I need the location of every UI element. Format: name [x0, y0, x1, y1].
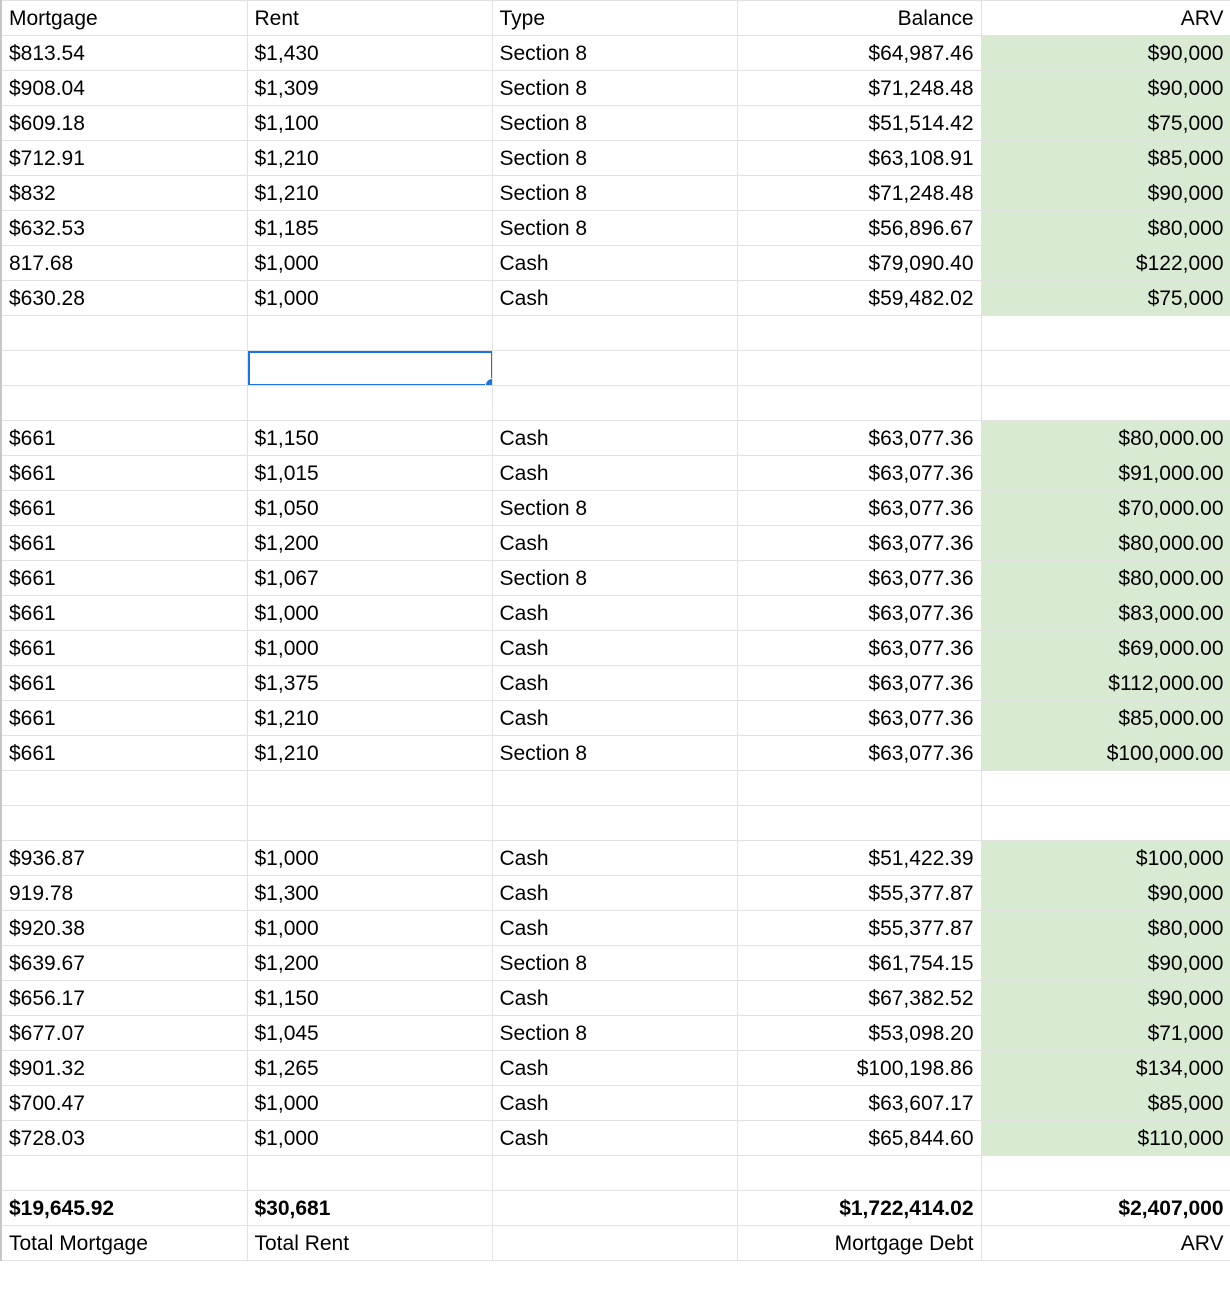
table-row: [1, 666, 1230, 701]
cell-balance[interactable]: $100,198.86: [737, 1051, 981, 1086]
cell-balance[interactable]: $63,077.36: [737, 526, 981, 561]
table-row: [1, 911, 1230, 946]
table-row: [1, 421, 1230, 456]
empty-row: [1, 316, 1230, 351]
cell-type[interactable]: [492, 1156, 737, 1191]
cell-balance[interactable]: $63,607.17: [737, 1086, 981, 1121]
cell-mortgage[interactable]: $632.53: [1, 211, 247, 246]
cell-arv[interactable]: $85,000: [981, 1086, 1230, 1121]
cell-type[interactable]: Cash: [492, 421, 737, 456]
cell-type[interactable]: [492, 806, 737, 841]
cell-arv[interactable]: $75,000: [981, 281, 1230, 316]
cell-mortgage[interactable]: [1, 386, 247, 421]
cell-balance[interactable]: $63,077.36: [737, 631, 981, 666]
cell-balance[interactable]: $55,377.87: [737, 911, 981, 946]
cell-balance[interactable]: $61,754.15: [737, 946, 981, 981]
cell-arv[interactable]: [981, 386, 1230, 421]
cell-rent[interactable]: $1,000: [247, 631, 492, 666]
cell-balance[interactable]: $71,248.48: [737, 176, 981, 211]
cell-type[interactable]: Cash: [492, 631, 737, 666]
cell-type[interactable]: [492, 771, 737, 806]
totals-row: [1, 1191, 1230, 1226]
cell-type[interactable]: Section 8: [492, 491, 737, 526]
cell-type[interactable]: Section 8: [492, 71, 737, 106]
header-mortgage[interactable]: Mortgage: [1, 1, 247, 36]
cell-type[interactable]: Cash: [492, 1051, 737, 1086]
empty-row: [1, 351, 1230, 386]
cell-rent[interactable]: $1,045: [247, 1016, 492, 1051]
cell-rent[interactable]: [247, 1156, 492, 1191]
cell-rent[interactable]: $1,100: [247, 106, 492, 141]
cell-type[interactable]: Cash: [492, 1121, 737, 1156]
cell-rent[interactable]: $1,150: [247, 981, 492, 1016]
cell-mortgage[interactable]: $661: [1, 491, 247, 526]
total-label-arv[interactable]: ARV: [981, 1226, 1230, 1261]
table-row: [1, 876, 1230, 911]
cell-mortgage[interactable]: $656.17: [1, 981, 247, 1016]
cell-balance[interactable]: $63,077.36: [737, 561, 981, 596]
cell-type[interactable]: Cash: [492, 981, 737, 1016]
cell-mortgage[interactable]: $901.32: [1, 1051, 247, 1086]
cell-mortgage[interactable]: [1, 806, 247, 841]
table-row: [1, 246, 1230, 281]
table-row: [1, 841, 1230, 876]
cell-type[interactable]: Cash: [492, 1086, 737, 1121]
cell-rent[interactable]: $1,375: [247, 666, 492, 701]
cell-mortgage[interactable]: $661: [1, 666, 247, 701]
cell-type[interactable]: Section 8: [492, 106, 737, 141]
total-type[interactable]: [492, 1191, 737, 1226]
cell-rent[interactable]: $1,300: [247, 876, 492, 911]
cell-balance[interactable]: [737, 386, 981, 421]
cell-balance[interactable]: $55,377.87: [737, 876, 981, 911]
cell-balance[interactable]: $71,248.48: [737, 71, 981, 106]
header-arv[interactable]: ARV: [981, 1, 1230, 36]
cell-mortgage[interactable]: [1, 1156, 247, 1191]
cell-rent[interactable]: $1,000: [247, 1086, 492, 1121]
total-label-rent[interactable]: Total Rent: [247, 1226, 492, 1261]
cell-arv[interactable]: [981, 1156, 1230, 1191]
total-label-type[interactable]: [492, 1226, 737, 1261]
table-row: [1, 281, 1230, 316]
cell-balance[interactable]: $63,077.36: [737, 491, 981, 526]
fill-handle[interactable]: [485, 378, 493, 386]
cell-rent[interactable]: $1,210: [247, 141, 492, 176]
cell-type[interactable]: Section 8: [492, 141, 737, 176]
header-balance[interactable]: Balance: [737, 1, 981, 36]
cell-type[interactable]: Section 8: [492, 36, 737, 71]
cell-mortgage[interactable]: $712.91: [1, 141, 247, 176]
cell-arv[interactable]: $80,000.00: [981, 526, 1230, 561]
cell-arv[interactable]: $80,000.00: [981, 561, 1230, 596]
table-row: [1, 1086, 1230, 1121]
cell-arv[interactable]: [981, 316, 1230, 351]
cell-arv[interactable]: $90,000: [981, 71, 1230, 106]
cell-type[interactable]: Section 8: [492, 1016, 737, 1051]
total-mortgage[interactable]: $19,645.92: [1, 1191, 247, 1226]
cell-balance[interactable]: $63,077.36: [737, 421, 981, 456]
table-row: [1, 106, 1230, 141]
table-row: [1, 36, 1230, 71]
cell-balance[interactable]: $59,482.02: [737, 281, 981, 316]
empty-row: [1, 771, 1230, 806]
cell-type[interactable]: [492, 386, 737, 421]
cell-arv[interactable]: $100,000: [981, 841, 1230, 876]
cell-arv[interactable]: $134,000: [981, 1051, 1230, 1086]
cell-rent[interactable]: [247, 806, 492, 841]
cell-mortgage[interactable]: $813.54: [1, 36, 247, 71]
cell-rent[interactable]: $1,265: [247, 1051, 492, 1086]
cell-rent[interactable]: $1,309: [247, 71, 492, 106]
cell-rent[interactable]: [247, 316, 492, 351]
cell-arv[interactable]: $90,000: [981, 946, 1230, 981]
cell-balance[interactable]: $63,077.36: [737, 596, 981, 631]
cell-mortgage[interactable]: $661: [1, 736, 247, 771]
cell-arv[interactable]: $70,000.00: [981, 491, 1230, 526]
cell-balance[interactable]: $53,098.20: [737, 1016, 981, 1051]
table-row: [1, 946, 1230, 981]
cell-mortgage[interactable]: $661: [1, 701, 247, 736]
cell-type[interactable]: Cash: [492, 281, 737, 316]
cell-mortgage[interactable]: $609.18: [1, 106, 247, 141]
cell-type[interactable]: [492, 316, 737, 351]
cell-rent[interactable]: $1,000: [247, 281, 492, 316]
cell-type[interactable]: Cash: [492, 596, 737, 631]
cell-rent[interactable]: $1,210: [247, 176, 492, 211]
table-row: [1, 211, 1230, 246]
table-row: [1, 141, 1230, 176]
cell-balance[interactable]: $51,514.42: [737, 106, 981, 141]
cell-balance[interactable]: $65,844.60: [737, 1121, 981, 1156]
cell-type[interactable]: Cash: [492, 666, 737, 701]
cell-mortgage[interactable]: [1, 316, 247, 351]
cell-rent[interactable]: $1,000: [247, 911, 492, 946]
table-row: [1, 526, 1230, 561]
table-row: [1, 456, 1230, 491]
cell-type[interactable]: Section 8: [492, 211, 737, 246]
empty-row: [1, 806, 1230, 841]
cell-type[interactable]: [492, 351, 737, 386]
cell-arv[interactable]: $80,000: [981, 911, 1230, 946]
cell-mortgage[interactable]: $661: [1, 596, 247, 631]
table-row: [1, 1051, 1230, 1086]
total-label-balance[interactable]: Mortgage Debt: [737, 1226, 981, 1261]
cell-mortgage[interactable]: $630.28: [1, 281, 247, 316]
cell-balance[interactable]: $64,987.46: [737, 36, 981, 71]
cell-rent[interactable]: $1,200: [247, 946, 492, 981]
cell-mortgage[interactable]: $677.07: [1, 1016, 247, 1051]
cell-arv[interactable]: [981, 806, 1230, 841]
cell-arv[interactable]: $85,000.00: [981, 701, 1230, 736]
cell-rent[interactable]: $1,430: [247, 36, 492, 71]
cell-arv[interactable]: $85,000: [981, 141, 1230, 176]
cell-type[interactable]: Cash: [492, 911, 737, 946]
cell-mortgage[interactable]: $920.38: [1, 911, 247, 946]
table-row: [1, 981, 1230, 1016]
cell-balance[interactable]: $79,090.40: [737, 246, 981, 281]
cell-type[interactable]: Cash: [492, 701, 737, 736]
header-row: [1, 1, 1230, 36]
table-body: [1, 1, 1230, 1261]
cell-rent[interactable]: $1,015: [247, 456, 492, 491]
cell-arv[interactable]: $71,000: [981, 1016, 1230, 1051]
cell-arv[interactable]: $112,000.00: [981, 666, 1230, 701]
cell-type[interactable]: Cash: [492, 456, 737, 491]
cell-arv[interactable]: $100,000.00: [981, 736, 1230, 771]
cell-balance[interactable]: $51,422.39: [737, 841, 981, 876]
table-row: [1, 701, 1230, 736]
table-row: [1, 596, 1230, 631]
table-row: [1, 1121, 1230, 1156]
total-labels-row: [1, 1226, 1230, 1261]
cell-arv[interactable]: $69,000.00: [981, 631, 1230, 666]
cell-balance[interactable]: [737, 806, 981, 841]
header-type[interactable]: Type: [492, 1, 737, 36]
cell-arv[interactable]: $90,000: [981, 981, 1230, 1016]
cell-type[interactable]: Section 8: [492, 561, 737, 596]
table-row: [1, 71, 1230, 106]
total-label-mortgage[interactable]: Total Mortgage: [1, 1226, 247, 1261]
cell-mortgage[interactable]: $728.03: [1, 1121, 247, 1156]
cell-arv[interactable]: $83,000.00: [981, 596, 1230, 631]
cell-balance[interactable]: [737, 1156, 981, 1191]
total-balance[interactable]: $1,722,414.02: [737, 1191, 981, 1226]
cell-type[interactable]: Cash: [492, 876, 737, 911]
cell-balance[interactable]: $63,077.36: [737, 736, 981, 771]
cell-rent[interactable]: $1,050: [247, 491, 492, 526]
cell-rent[interactable]: $1,185: [247, 211, 492, 246]
table-row: [1, 491, 1230, 526]
cell-type[interactable]: Cash: [492, 841, 737, 876]
cell-rent[interactable]: $1,210: [247, 701, 492, 736]
cell-balance[interactable]: $63,077.36: [737, 701, 981, 736]
cell-balance[interactable]: $63,108.91: [737, 141, 981, 176]
total-rent[interactable]: $30,681: [247, 1191, 492, 1226]
cell-balance[interactable]: [737, 771, 981, 806]
cell-balance[interactable]: $63,077.36: [737, 666, 981, 701]
cell-type[interactable]: Section 8: [492, 176, 737, 211]
cell-type[interactable]: Section 8: [492, 946, 737, 981]
cell-type[interactable]: Section 8: [492, 736, 737, 771]
cell-arv[interactable]: $110,000: [981, 1121, 1230, 1156]
cell-mortgage[interactable]: $832: [1, 176, 247, 211]
table-row: [1, 631, 1230, 666]
cell-arv[interactable]: $90,000: [981, 36, 1230, 71]
cell-rent[interactable]: $1,000: [247, 1121, 492, 1156]
cell-balance[interactable]: $56,896.67: [737, 211, 981, 246]
empty-row: [1, 386, 1230, 421]
cell-balance[interactable]: $63,077.36: [737, 456, 981, 491]
cell-rent[interactable]: $1,000: [247, 246, 492, 281]
cell-arv[interactable]: $90,000: [981, 176, 1230, 211]
table-row: [1, 736, 1230, 771]
cell-arv[interactable]: $80,000.00: [981, 421, 1230, 456]
cell-mortgage[interactable]: $661: [1, 526, 247, 561]
cell-balance[interactable]: $67,382.52: [737, 981, 981, 1016]
cell-balance[interactable]: [737, 351, 981, 386]
cell-arv[interactable]: [981, 771, 1230, 806]
cell-arv[interactable]: $90,000: [981, 876, 1230, 911]
cell-mortgage[interactable]: $661: [1, 421, 247, 456]
cell-type[interactable]: Cash: [492, 526, 737, 561]
cell-mortgage[interactable]: $936.87: [1, 841, 247, 876]
cell-arv[interactable]: $122,000: [981, 246, 1230, 281]
cell-rent[interactable]: [247, 771, 492, 806]
total-arv[interactable]: $2,407,000: [981, 1191, 1230, 1226]
table-row: [1, 561, 1230, 596]
table-row: [1, 176, 1230, 211]
cell-mortgage[interactable]: 919.78: [1, 876, 247, 911]
cell-rent[interactable]: $1,200: [247, 526, 492, 561]
selected-cell[interactable]: [247, 351, 492, 386]
cell-rent[interactable]: $1,150: [247, 421, 492, 456]
cell-mortgage[interactable]: $661: [1, 456, 247, 491]
cell-rent[interactable]: $1,210: [247, 736, 492, 771]
cell-mortgage[interactable]: $700.47: [1, 1086, 247, 1121]
cell-mortgage[interactable]: $661: [1, 631, 247, 666]
cell-mortgage[interactable]: [1, 771, 247, 806]
cell-arv[interactable]: [981, 351, 1230, 386]
header-rent[interactable]: Rent: [247, 1, 492, 36]
cell-type[interactable]: Cash: [492, 246, 737, 281]
cell-arv[interactable]: $80,000: [981, 211, 1230, 246]
cell-rent[interactable]: $1,067: [247, 561, 492, 596]
cell-rent[interactable]: $1,000: [247, 596, 492, 631]
cell-arv[interactable]: $75,000: [981, 106, 1230, 141]
cell-mortgage[interactable]: $639.67: [1, 946, 247, 981]
empty-row: [1, 1156, 1230, 1191]
cell-mortgage[interactable]: [1, 351, 247, 386]
cell-mortgage[interactable]: 817.68: [1, 246, 247, 281]
table-row: [1, 1016, 1230, 1051]
cell-rent[interactable]: $1,000: [247, 841, 492, 876]
cell-arv[interactable]: $91,000.00: [981, 456, 1230, 491]
cell-mortgage[interactable]: $908.04: [1, 71, 247, 106]
cell-mortgage[interactable]: $661: [1, 561, 247, 596]
cell-balance[interactable]: [737, 316, 981, 351]
cell-rent[interactable]: [247, 386, 492, 421]
